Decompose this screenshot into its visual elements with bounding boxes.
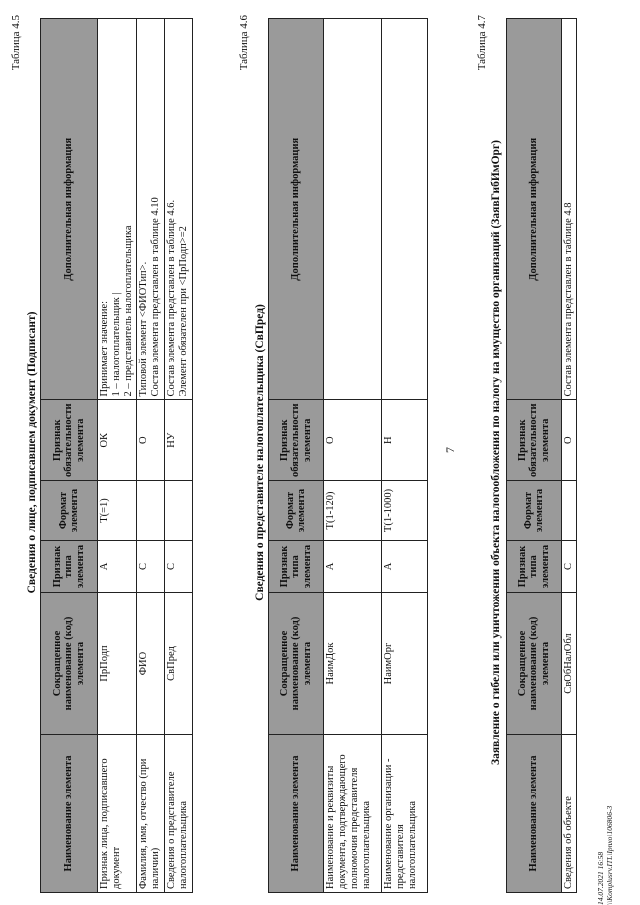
cell-type: А xyxy=(382,541,428,593)
table-row xyxy=(165,19,193,893)
header-required: Признак обязательности элемента xyxy=(41,400,98,481)
header-type: Признак типа элемента xyxy=(41,541,98,593)
table-4-7-title: Заявление о гибели или уничтожении объекта налогообложения по налогу на имущество организаций (ЗаявГибИмОрг) xyxy=(490,140,502,765)
table-4-7 xyxy=(506,18,577,893)
table-4-5-title: Сведения о лице, подписавшем документ (Подписант) xyxy=(26,311,38,594)
cell-name: Признак лица, подписавшего документ xyxy=(98,735,137,893)
cell-required: ОК xyxy=(98,400,137,481)
table-4-5 xyxy=(40,18,193,893)
cell-type: С xyxy=(137,541,165,593)
header-format: Формат элемента xyxy=(41,481,98,541)
cell-code: СвПред xyxy=(165,593,193,735)
table-row xyxy=(382,19,428,893)
cell-format: Т(1-120) xyxy=(324,481,382,541)
cell-info xyxy=(165,19,193,400)
cell-format: Т(1-1000) xyxy=(382,481,428,541)
header-code: Сокращенное наименование (код) элемента xyxy=(269,593,324,735)
header-code: Сокращенное наименование (код) элемента xyxy=(41,593,98,735)
cell-name: Сведения о представителе налогоплательщика xyxy=(165,735,193,893)
table-row xyxy=(324,19,382,893)
header-format: Формат элемента xyxy=(507,481,562,541)
print-stamp xyxy=(596,806,614,905)
cell-format: Т(=1) xyxy=(98,481,137,541)
table-row xyxy=(137,19,165,893)
header-info: Дополнительная информация xyxy=(269,19,324,400)
info-line: Элемент обязателен при <ПрПодп>=2 xyxy=(178,226,189,397)
table-4-6-caption: Таблица 4.6 xyxy=(238,15,250,71)
cell-required: О xyxy=(137,400,165,481)
cell-info xyxy=(137,19,165,400)
header-name: Наименование элемента xyxy=(269,735,324,893)
cell-code: ПрПодп xyxy=(98,593,137,735)
table-row xyxy=(562,19,577,893)
header-required: Признак обязательности элемента xyxy=(269,400,324,481)
cell-required: НУ xyxy=(165,400,193,481)
table-4-6-title: Сведения о представителе налогоплательщика (СвПред) xyxy=(254,304,266,601)
cell-code: НаимОрг xyxy=(382,593,428,735)
table-4-5-caption: Таблица 4.5 xyxy=(10,15,22,71)
cell-code: НаимДок xyxy=(324,593,382,735)
info-line: Состав элемента представлен в таблице 4.6. xyxy=(166,199,177,397)
header-info: Дополнительная информация xyxy=(41,19,98,400)
cell-required: О xyxy=(324,400,382,481)
cell-info xyxy=(98,19,137,400)
info-line: Состав элемента представлен в таблице 4.10 xyxy=(150,197,161,397)
cell-info xyxy=(324,19,382,400)
header-name: Наименование элемента xyxy=(41,735,98,893)
info-line: 1 – налогоплательщик | xyxy=(111,292,122,397)
cell-required: О xyxy=(562,400,577,481)
cell-name: Наименование и реквизиты документа, подтверждающего полномочия представителя налогоплательщика xyxy=(324,735,382,893)
table-4-6 xyxy=(268,18,428,893)
table-header-row xyxy=(269,19,324,893)
cell-code: СвОбНалОбл xyxy=(562,593,577,735)
info-line: Типовой элемент <ФИОТип>. xyxy=(138,261,149,397)
cell-info xyxy=(382,19,428,400)
cell-name: Наименование организации - представителя налогоплательщика xyxy=(382,735,428,893)
cell-required: Н xyxy=(382,400,428,481)
cell-type: С xyxy=(165,541,193,593)
header-code: Сокращенное наименование (код) элемента xyxy=(507,593,562,735)
header-required: Признак обязательности элемента xyxy=(507,400,562,481)
cell-format xyxy=(562,481,577,541)
cell-name: Фамилия, имя, отчество (при наличии) xyxy=(137,735,165,893)
table-row xyxy=(98,19,137,893)
cell-type: А xyxy=(324,541,382,593)
info-line: Принимает значение: xyxy=(99,300,110,397)
header-type: Признак типа элемента xyxy=(269,541,324,593)
cell-type: С xyxy=(562,541,577,593)
cell-name: Сведения об объекте xyxy=(562,735,577,893)
cell-code: ФИО xyxy=(137,593,165,735)
stamp-line: \\Komplusrv.ITL\Ipnxo\106806-3 xyxy=(605,805,614,905)
header-info: Дополнительная информация xyxy=(507,19,562,400)
page-number: 7 xyxy=(443,447,457,453)
cell-format xyxy=(137,481,165,541)
table-header-row xyxy=(507,19,562,893)
header-type: Признак типа элемента xyxy=(507,541,562,593)
info-line: 2 – представитель налогоплательщика xyxy=(123,225,134,397)
stamp-line: 14.07.2021 16:58 xyxy=(596,851,605,905)
table-4-7-caption: Таблица 4.7 xyxy=(476,15,488,71)
header-format: Формат элемента xyxy=(269,481,324,541)
header-name: Наименование элемента xyxy=(507,735,562,893)
cell-format xyxy=(165,481,193,541)
table-header-row xyxy=(41,19,98,893)
cell-info: Состав элемента представлен в таблице 4.8 xyxy=(562,19,577,400)
cell-type: А xyxy=(98,541,137,593)
